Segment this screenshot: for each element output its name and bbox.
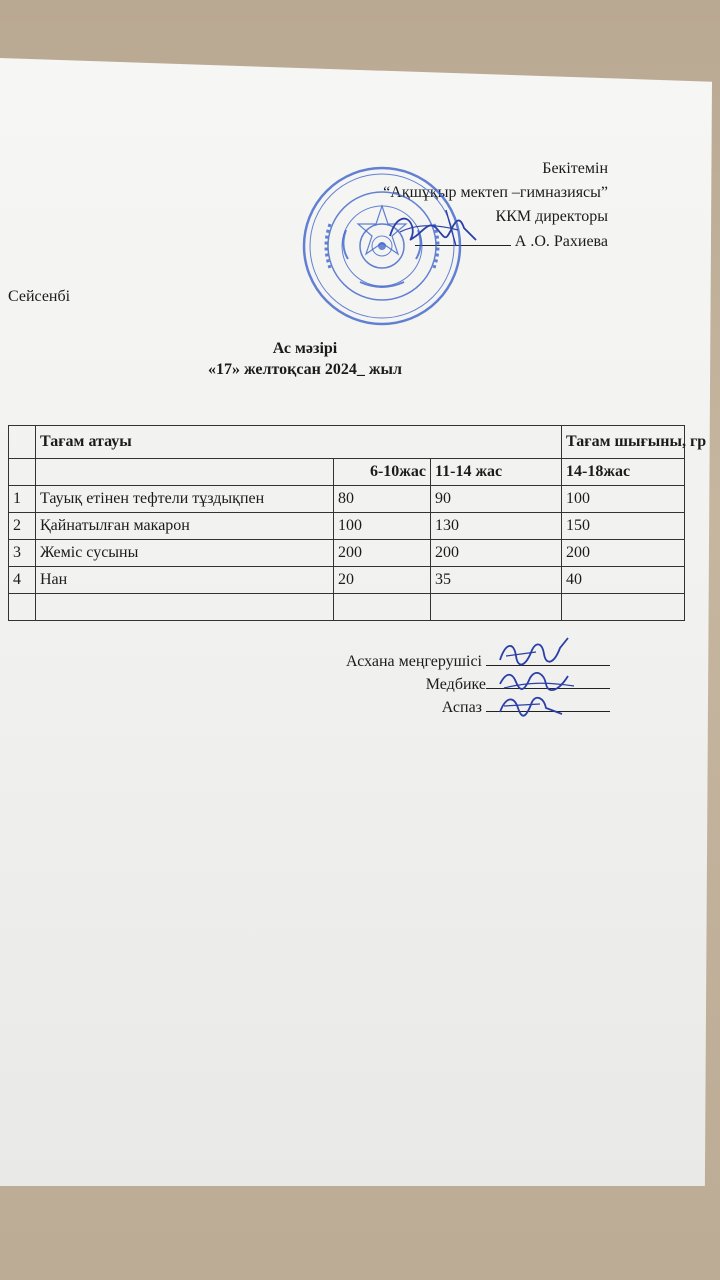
age-group-2: 11-14 жас bbox=[431, 459, 562, 486]
table-cell bbox=[36, 459, 334, 486]
approval-position: ККМ директоры bbox=[495, 208, 608, 225]
table-row bbox=[9, 567, 685, 594]
table-row bbox=[9, 513, 685, 540]
table-cell bbox=[9, 594, 36, 621]
director-signature-icon bbox=[386, 206, 480, 250]
table-header-row bbox=[9, 426, 685, 459]
portion-6-10: 200 bbox=[334, 540, 431, 567]
table-row-empty bbox=[9, 594, 685, 621]
table-cell bbox=[562, 594, 685, 621]
portion-14-18: 100 bbox=[562, 486, 685, 513]
menu-date: «17» желтоқсан 2024_ жыл bbox=[208, 361, 402, 378]
dish-name: Тауық етінен тефтели тұздықпен bbox=[36, 486, 334, 513]
weekday: Сейсенбі bbox=[8, 288, 71, 305]
signer-nurse-label: Медбике bbox=[425, 676, 486, 693]
director-name: А .О. Рахиева bbox=[514, 233, 608, 250]
portion-11-14: 90 bbox=[431, 486, 562, 513]
age-group-1: 6-10жас bbox=[334, 459, 431, 486]
row-number: 2 bbox=[9, 513, 36, 540]
dish-name: Жеміс сусыны bbox=[36, 540, 334, 567]
approval-school: “Ақшұқыр мектеп –гимназиясы” bbox=[383, 184, 608, 201]
age-group-3: 14-18жас bbox=[562, 459, 685, 486]
signer-cook-label: Аспаз bbox=[441, 699, 482, 716]
portion-14-18: 200 bbox=[562, 540, 685, 567]
portion-11-14: 200 bbox=[431, 540, 562, 567]
table-cell bbox=[431, 594, 562, 621]
header-portion: Тағам шығыны, гр bbox=[562, 426, 685, 459]
approval-heading: Бекітемін bbox=[542, 160, 608, 177]
portion-6-10: 20 bbox=[334, 567, 431, 594]
table-cell bbox=[334, 594, 431, 621]
portion-14-18: 40 bbox=[562, 567, 685, 594]
cook-signature-icon bbox=[496, 690, 566, 722]
row-number: 1 bbox=[9, 486, 36, 513]
menu-table bbox=[8, 425, 707, 621]
table-cell bbox=[36, 594, 334, 621]
dish-name: Қайнатылған макарон bbox=[36, 513, 334, 540]
dish-name: Нан bbox=[36, 567, 334, 594]
header-dish-name: Тағам атауы bbox=[36, 426, 562, 459]
table-row bbox=[9, 486, 685, 513]
row-number: 4 bbox=[9, 567, 36, 594]
portion-11-14: 35 bbox=[431, 567, 562, 594]
row-number: 3 bbox=[9, 540, 36, 567]
portion-14-18: 150 bbox=[562, 513, 685, 540]
table-cell bbox=[9, 459, 36, 486]
portion-6-10: 100 bbox=[334, 513, 431, 540]
table-age-row bbox=[9, 459, 685, 486]
table-cell bbox=[9, 426, 36, 459]
signer-head-label: Асхана меңгерушісі bbox=[346, 653, 482, 670]
portion-11-14: 130 bbox=[431, 513, 562, 540]
portion-6-10: 80 bbox=[334, 486, 431, 513]
table-row bbox=[9, 540, 685, 567]
menu-title: Ас мәзірі bbox=[272, 340, 338, 357]
